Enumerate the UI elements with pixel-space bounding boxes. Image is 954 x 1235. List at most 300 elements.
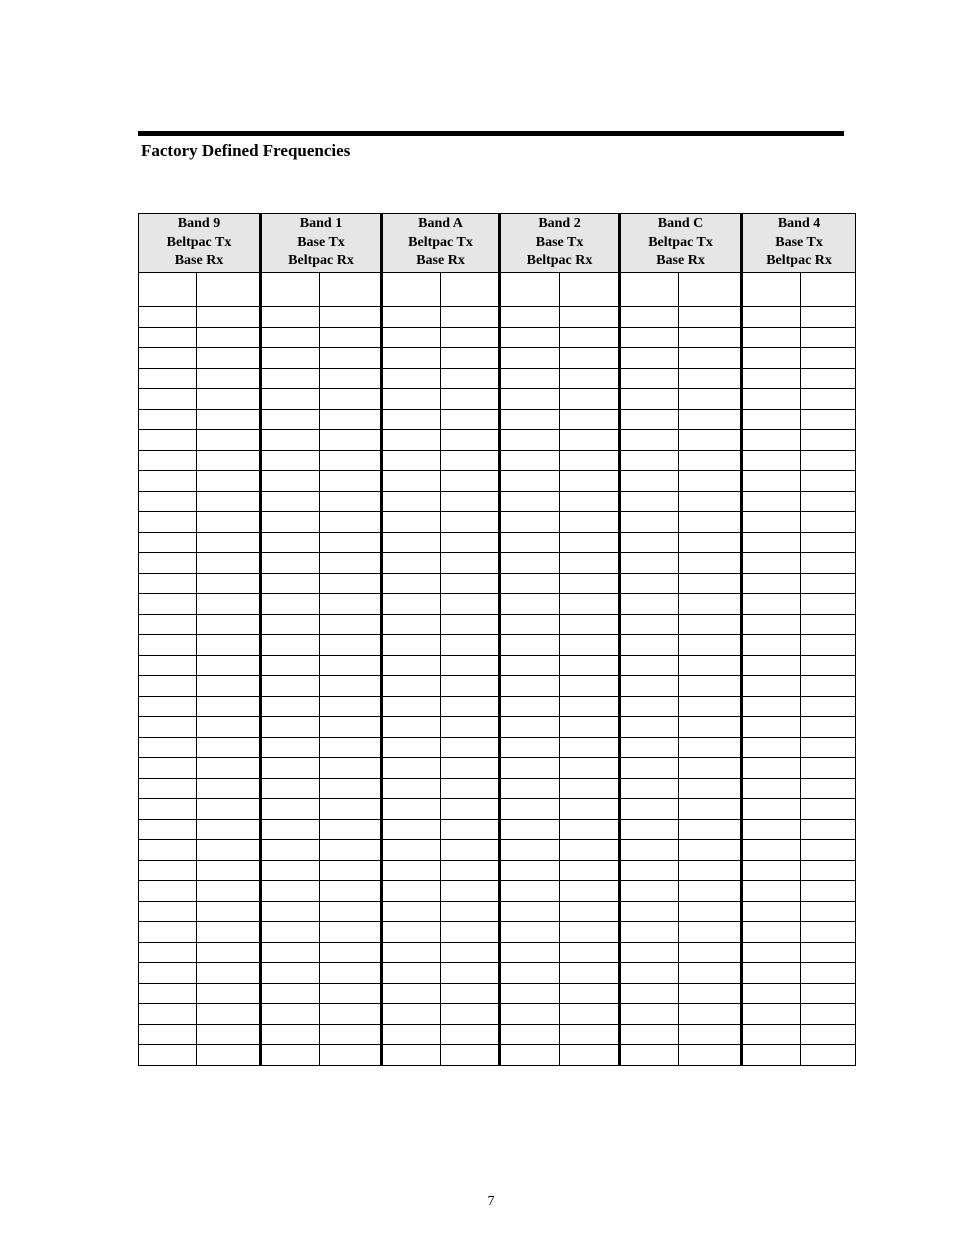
table-row (139, 532, 856, 553)
frequency-cell (197, 963, 261, 984)
frequency-cell (320, 491, 382, 512)
frequency-cell (197, 881, 261, 902)
frequency-cell (742, 368, 801, 389)
frequency-cell (261, 450, 320, 471)
frequency-cell (320, 273, 382, 307)
frequency-cell (320, 409, 382, 430)
table-row (139, 1024, 856, 1045)
frequency-cell (441, 327, 500, 348)
frequency-cell (801, 881, 856, 902)
frequency-cell (620, 635, 679, 656)
frequency-cell (382, 881, 441, 902)
frequency-cell (742, 778, 801, 799)
frequency-cell (801, 553, 856, 574)
frequency-cell (197, 983, 261, 1004)
frequency-cell (801, 655, 856, 676)
frequency-cell (197, 450, 261, 471)
frequency-cell (441, 491, 500, 512)
frequency-cell (500, 409, 560, 430)
frequency-cell (261, 512, 320, 533)
frequency-cell (382, 409, 441, 430)
frequency-cell (742, 594, 801, 615)
frequency-cell (261, 1024, 320, 1045)
frequency-cell (500, 389, 560, 410)
frequency-cell (261, 676, 320, 697)
frequency-cell (441, 983, 500, 1004)
frequency-cell (441, 778, 500, 799)
frequency-cell (197, 512, 261, 533)
table-row (139, 983, 856, 1004)
frequency-cell (382, 471, 441, 492)
frequency-cell (382, 901, 441, 922)
band-name: Band C (657, 216, 704, 232)
frequency-cell (679, 922, 742, 943)
table-row (139, 348, 856, 369)
frequency-cell (560, 778, 620, 799)
frequency-cell (620, 881, 679, 902)
frequency-cell (679, 635, 742, 656)
frequency-cell (441, 860, 500, 881)
frequency-cell (560, 737, 620, 758)
frequency-cell (441, 594, 500, 615)
frequency-cell (441, 348, 500, 369)
frequency-cell (500, 471, 560, 492)
top-rule (138, 131, 844, 136)
frequency-cell (441, 799, 500, 820)
table-row (139, 963, 856, 984)
frequency-cell (500, 450, 560, 471)
table-row (139, 450, 856, 471)
frequency-cell (742, 348, 801, 369)
table-row (139, 553, 856, 574)
frequency-cell (197, 389, 261, 410)
frequency-cell (679, 307, 742, 328)
frequency-cell (801, 696, 856, 717)
frequency-cell (139, 512, 197, 533)
table-row (139, 1004, 856, 1025)
frequency-cell (320, 327, 382, 348)
frequency-cell (560, 512, 620, 533)
frequency-cell (742, 799, 801, 820)
frequency-cell (801, 922, 856, 943)
band-tx: Base Tx (775, 234, 823, 250)
frequency-cell (620, 778, 679, 799)
table-row (139, 307, 856, 328)
frequency-cell (382, 389, 441, 410)
frequency-cell (620, 553, 679, 574)
frequency-cell (620, 273, 679, 307)
frequency-cell (500, 512, 560, 533)
frequency-cell (382, 594, 441, 615)
frequency-cell (320, 655, 382, 676)
frequency-cell (679, 778, 742, 799)
frequency-cell (261, 922, 320, 943)
frequency-cell (441, 1004, 500, 1025)
frequency-cell (801, 778, 856, 799)
frequency-cell (679, 696, 742, 717)
frequency-cell (742, 635, 801, 656)
frequency-cell (320, 553, 382, 574)
frequency-cell (620, 450, 679, 471)
frequency-cell (197, 1024, 261, 1045)
frequency-cell (560, 758, 620, 779)
frequency-cell (801, 758, 856, 779)
table-row (139, 368, 856, 389)
frequency-cell (382, 327, 441, 348)
band-tx: Beltpac Tx (648, 234, 713, 250)
frequency-cell (801, 963, 856, 984)
frequency-cell (560, 922, 620, 943)
frequency-cell (620, 1024, 679, 1045)
table-row (139, 573, 856, 594)
frequency-cell (441, 307, 500, 328)
frequency-cell (441, 450, 500, 471)
frequency-cell (679, 512, 742, 533)
frequency-cell (560, 348, 620, 369)
frequency-cell (139, 963, 197, 984)
band-tx: Beltpac Tx (408, 234, 473, 250)
table-row (139, 471, 856, 492)
frequency-cell (139, 553, 197, 574)
table-row (139, 881, 856, 902)
frequency-cell (441, 368, 500, 389)
frequency-cell (679, 553, 742, 574)
band-name: Band 1 (299, 216, 343, 232)
frequency-cell (620, 1045, 679, 1066)
frequency-cell (801, 901, 856, 922)
table-row (139, 389, 856, 410)
frequency-cell (382, 963, 441, 984)
frequency-cell (320, 942, 382, 963)
frequency-cell (320, 778, 382, 799)
band-tx: Base Tx (535, 234, 584, 250)
frequency-cell (320, 348, 382, 369)
frequency-cell (620, 512, 679, 533)
frequency-cell (742, 922, 801, 943)
frequency-cell (500, 676, 560, 697)
frequency-cell (620, 348, 679, 369)
frequency-cell (197, 737, 261, 758)
frequency-cell (139, 983, 197, 1004)
table-row (139, 860, 856, 881)
frequency-cell (197, 922, 261, 943)
table-row (139, 942, 856, 963)
frequency-cell (620, 532, 679, 553)
frequency-cell (139, 819, 197, 840)
frequency-cell (261, 430, 320, 451)
frequency-cell (742, 409, 801, 430)
frequency-cell (139, 368, 197, 389)
frequency-cell (679, 1024, 742, 1045)
frequency-cell (500, 758, 560, 779)
frequency-cell (620, 430, 679, 451)
frequency-cell (382, 860, 441, 881)
frequency-cell (261, 532, 320, 553)
frequency-cell (441, 409, 500, 430)
frequency-cell (382, 348, 441, 369)
frequency-cell (441, 512, 500, 533)
frequency-cell (139, 655, 197, 676)
frequency-cell (500, 594, 560, 615)
frequency-cell (679, 430, 742, 451)
frequency-cell (679, 450, 742, 471)
band-name: Band 4 (777, 216, 821, 232)
frequency-cell (139, 676, 197, 697)
band-header (742, 214, 856, 273)
frequency-cell (742, 327, 801, 348)
table-row (139, 1045, 856, 1066)
frequency-cell (197, 307, 261, 328)
frequency-cell (742, 273, 801, 307)
frequency-cell (679, 614, 742, 635)
frequency-cell (261, 471, 320, 492)
frequency-cell (261, 573, 320, 594)
table-row (139, 901, 856, 922)
frequency-cell (742, 614, 801, 635)
frequency-cell (382, 778, 441, 799)
frequency-cell (139, 471, 197, 492)
frequency-cell (197, 273, 261, 307)
frequency-cell (382, 922, 441, 943)
frequency-cell (801, 491, 856, 512)
frequency-cell (801, 799, 856, 820)
frequency-cell (197, 573, 261, 594)
frequency-cell (382, 491, 441, 512)
frequency-cell (742, 696, 801, 717)
frequency-cell (801, 368, 856, 389)
frequency-cell (742, 1045, 801, 1066)
band-name: Band A (418, 216, 463, 232)
frequency-cell (139, 860, 197, 881)
frequency-table (138, 213, 856, 1066)
frequency-cell (801, 409, 856, 430)
frequency-cell (500, 696, 560, 717)
frequency-cell (441, 389, 500, 410)
frequency-cell (500, 860, 560, 881)
frequency-cell (560, 389, 620, 410)
frequency-cell (441, 717, 500, 738)
frequency-cell (382, 553, 441, 574)
frequency-cell (742, 819, 801, 840)
frequency-cell (139, 1045, 197, 1066)
frequency-cell (500, 368, 560, 389)
frequency-cell (197, 717, 261, 738)
frequency-cell (139, 389, 197, 410)
frequency-cell (679, 594, 742, 615)
frequency-cell (139, 778, 197, 799)
band-rx: Beltpac Rx (526, 253, 593, 269)
frequency-cell (742, 512, 801, 533)
frequency-cell (382, 1004, 441, 1025)
frequency-cell (679, 717, 742, 738)
frequency-cell (382, 983, 441, 1004)
frequency-cell (560, 1045, 620, 1066)
frequency-cell (560, 430, 620, 451)
frequency-cell (139, 491, 197, 512)
frequency-cell (801, 307, 856, 328)
frequency-cell (441, 273, 500, 307)
frequency-cell (620, 942, 679, 963)
frequency-cell (320, 799, 382, 820)
frequency-cell (742, 860, 801, 881)
frequency-cell (320, 1024, 382, 1045)
frequency-cell (197, 1045, 261, 1066)
frequency-cell (801, 1045, 856, 1066)
frequency-cell (261, 1004, 320, 1025)
frequency-cell (197, 901, 261, 922)
band-tx: Beltpac Tx (166, 234, 232, 250)
section-title: Factory Defined Frequencies (141, 141, 351, 160)
frequency-cell (139, 573, 197, 594)
frequency-cell (801, 512, 856, 533)
frequency-cell (139, 901, 197, 922)
frequency-cell (441, 614, 500, 635)
frequency-cell (742, 491, 801, 512)
frequency-cell (620, 922, 679, 943)
frequency-cell (801, 573, 856, 594)
frequency-cell (197, 635, 261, 656)
band-rx: Base Rx (174, 253, 224, 269)
frequency-cell (560, 819, 620, 840)
frequency-cell (742, 737, 801, 758)
frequency-cell (261, 635, 320, 656)
frequency-cell (320, 676, 382, 697)
frequency-cell (139, 273, 197, 307)
frequency-cell (382, 655, 441, 676)
frequency-cell (261, 717, 320, 738)
frequency-cell (139, 450, 197, 471)
frequency-cell (560, 983, 620, 1004)
frequency-cell (382, 635, 441, 656)
frequency-cell (441, 532, 500, 553)
frequency-cell (742, 676, 801, 697)
frequency-cell (801, 532, 856, 553)
frequency-cell (441, 553, 500, 574)
frequency-cell (382, 1045, 441, 1066)
frequency-cell (261, 696, 320, 717)
frequency-cell (197, 758, 261, 779)
frequency-cell (139, 799, 197, 820)
frequency-cell (139, 327, 197, 348)
frequency-cell (320, 1004, 382, 1025)
frequency-cell (679, 273, 742, 307)
frequency-cell (382, 273, 441, 307)
frequency-cell (261, 273, 320, 307)
frequency-cell (679, 409, 742, 430)
frequency-cell (139, 594, 197, 615)
frequency-cell (620, 614, 679, 635)
frequency-cell (620, 676, 679, 697)
frequency-cell (560, 676, 620, 697)
frequency-cell (139, 881, 197, 902)
frequency-cell (382, 307, 441, 328)
frequency-cell (139, 1024, 197, 1045)
frequency-cell (139, 348, 197, 369)
frequency-cell (679, 368, 742, 389)
frequency-cell (261, 409, 320, 430)
frequency-cell (441, 635, 500, 656)
frequency-cell (382, 717, 441, 738)
frequency-cell (382, 696, 441, 717)
frequency-cell (801, 942, 856, 963)
frequency-cell (139, 922, 197, 943)
frequency-cell (139, 1004, 197, 1025)
table-body (139, 273, 856, 1066)
frequency-cell (261, 881, 320, 902)
table-row (139, 491, 856, 512)
frequency-cell (197, 348, 261, 369)
frequency-cell (197, 430, 261, 451)
frequency-cell (620, 307, 679, 328)
frequency-cell (500, 983, 560, 1004)
frequency-cell (139, 430, 197, 451)
band-name: Band 9 (177, 216, 221, 232)
frequency-cell (382, 942, 441, 963)
frequency-cell (620, 758, 679, 779)
frequency-cell (560, 696, 620, 717)
frequency-cell (620, 819, 679, 840)
frequency-cell (320, 389, 382, 410)
page-number: 7 (487, 1194, 495, 1209)
frequency-cell (620, 491, 679, 512)
frequency-cell (742, 901, 801, 922)
frequency-cell (320, 450, 382, 471)
frequency-cell (500, 901, 560, 922)
frequency-cell (500, 655, 560, 676)
frequency-cell (742, 471, 801, 492)
frequency-cell (679, 840, 742, 861)
frequency-cell (261, 348, 320, 369)
table-row (139, 512, 856, 533)
frequency-cell (261, 901, 320, 922)
frequency-cell (500, 491, 560, 512)
frequency-cell (620, 471, 679, 492)
frequency-cell (320, 635, 382, 656)
table-row (139, 758, 856, 779)
frequency-cell (441, 758, 500, 779)
frequency-cell (441, 819, 500, 840)
frequency-cell (560, 901, 620, 922)
frequency-cell (139, 696, 197, 717)
frequency-cell (742, 881, 801, 902)
frequency-cell (320, 881, 382, 902)
frequency-cell (139, 307, 197, 328)
frequency-cell (679, 881, 742, 902)
frequency-cell (320, 696, 382, 717)
frequency-cell (320, 512, 382, 533)
frequency-cell (801, 983, 856, 1004)
frequency-cell (679, 758, 742, 779)
frequency-cell (261, 614, 320, 635)
table-row (139, 430, 856, 451)
band-tx: Base Tx (297, 234, 345, 250)
frequency-cell (261, 327, 320, 348)
frequency-cell (197, 327, 261, 348)
frequency-cell (500, 553, 560, 574)
frequency-cell (801, 450, 856, 471)
frequency-cell (382, 450, 441, 471)
frequency-cell (261, 491, 320, 512)
frequency-cell (679, 737, 742, 758)
frequency-cell (801, 594, 856, 615)
frequency-cell (560, 1024, 620, 1045)
frequency-cell (261, 983, 320, 1004)
frequency-cell (742, 758, 801, 779)
frequency-cell (500, 307, 560, 328)
frequency-cell (382, 573, 441, 594)
frequency-cell (620, 799, 679, 820)
frequency-cell (320, 901, 382, 922)
